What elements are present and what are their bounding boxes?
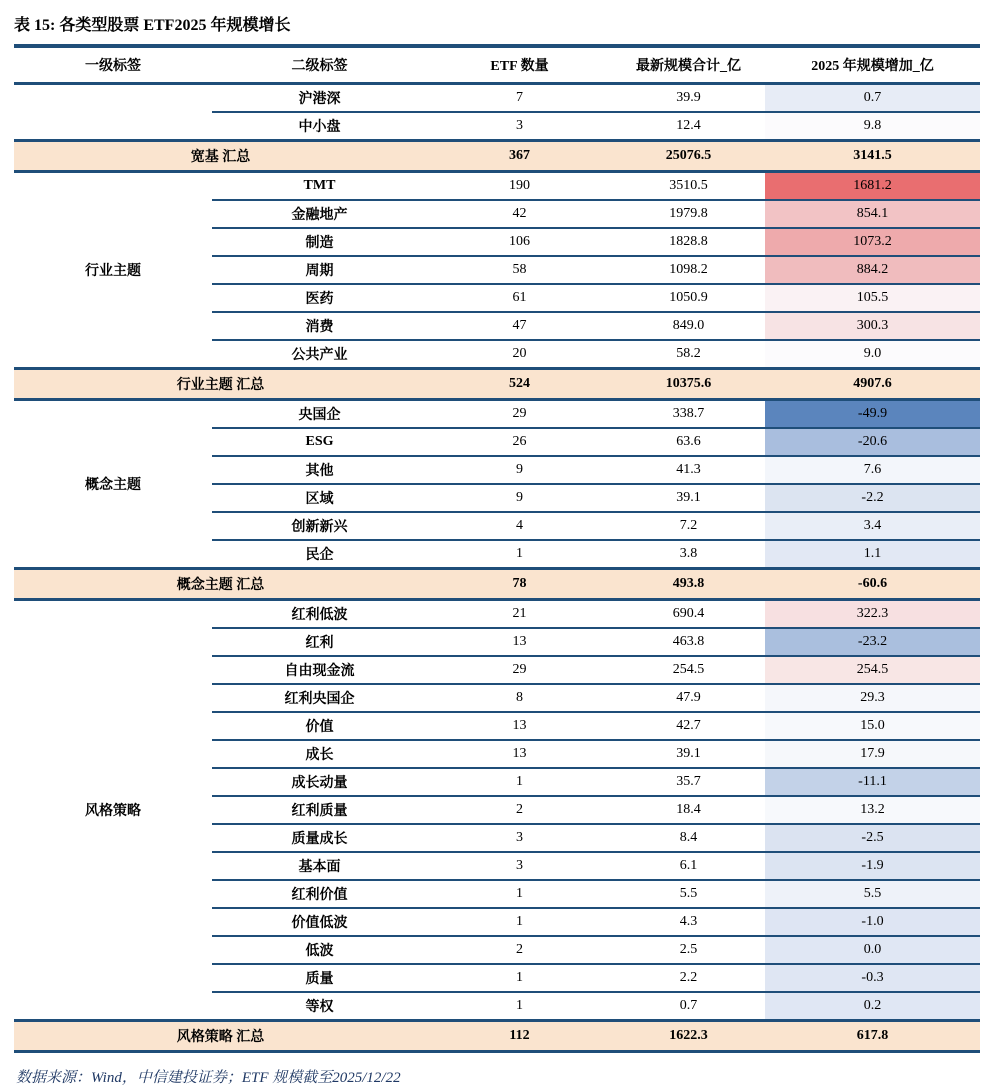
category-cell: 成长动量: [212, 768, 427, 796]
etf-count-cell: 26: [427, 428, 612, 456]
etf-count-cell: 29: [427, 400, 612, 429]
scale-change-cell: 9.0: [765, 340, 980, 369]
etf-count-cell: 1: [427, 964, 612, 992]
scale-change-cell: 9.8: [765, 112, 980, 141]
table-title: 表 15: 各类型股票 ETF2025 年规模增长: [14, 17, 291, 34]
total-scale-cell: 41.3: [612, 456, 765, 484]
summary-scale-change-cell: 4907.6: [765, 369, 980, 400]
scale-change-cell: -11.1: [765, 768, 980, 796]
category-cell: 其他: [212, 456, 427, 484]
category-cell: 央国企: [212, 400, 427, 429]
etf-count-cell: 1: [427, 880, 612, 908]
scale-change-cell: 0.2: [765, 992, 980, 1021]
total-scale-cell: 47.9: [612, 684, 765, 712]
total-scale-cell: 12.4: [612, 112, 765, 141]
etf-count-cell: 1: [427, 908, 612, 936]
etf-count-cell: 2: [427, 796, 612, 824]
total-scale-cell: 5.5: [612, 880, 765, 908]
table-body: [14, 84, 980, 1052]
summary-total-scale-cell: 493.8: [612, 569, 765, 600]
scale-change-cell: -1.9: [765, 852, 980, 880]
etf-count-cell: 9: [427, 484, 612, 512]
category-cell: ESG: [212, 428, 427, 456]
total-scale-cell: 3.8: [612, 540, 765, 569]
summary-etf-count-cell: 524: [427, 369, 612, 400]
category-cell: 低波: [212, 936, 427, 964]
summary-row: [14, 141, 980, 172]
scale-change-cell: 7.6: [765, 456, 980, 484]
col-header-2025-change: 2025 年规模增加_亿: [765, 46, 980, 84]
summary-etf-count-cell: 367: [427, 141, 612, 172]
category-cell: 金融地产: [212, 200, 427, 228]
category-cell: 周期: [212, 256, 427, 284]
summary-scale-change-cell: 617.8: [765, 1021, 980, 1052]
etf-count-cell: 58: [427, 256, 612, 284]
etf-count-cell: 190: [427, 172, 612, 201]
summary-total-scale-cell: 25076.5: [612, 141, 765, 172]
table-row: [14, 400, 980, 429]
summary-label-cell: 风格策略 汇总: [14, 1021, 427, 1052]
category-cell: 质量成长: [212, 824, 427, 852]
total-scale-cell: 39.1: [612, 484, 765, 512]
total-scale-cell: 0.7: [612, 992, 765, 1021]
col-header-level1-label: 一级标签: [14, 46, 212, 84]
total-scale-cell: 2.2: [612, 964, 765, 992]
summary-label-cell: 宽基 汇总: [14, 141, 427, 172]
scale-change-cell: -2.5: [765, 824, 980, 852]
etf-count-cell: 13: [427, 740, 612, 768]
scale-change-cell: 254.5: [765, 656, 980, 684]
scale-change-cell: 17.9: [765, 740, 980, 768]
category-cell: 医药: [212, 284, 427, 312]
etf-count-cell: 29: [427, 656, 612, 684]
total-scale-cell: 35.7: [612, 768, 765, 796]
category-cell: 公共产业: [212, 340, 427, 369]
scale-change-cell: 300.3: [765, 312, 980, 340]
scale-change-cell: -20.6: [765, 428, 980, 456]
etf-count-cell: 8: [427, 684, 612, 712]
total-scale-cell: 1098.2: [612, 256, 765, 284]
header-row: [14, 46, 980, 84]
summary-etf-count-cell: 78: [427, 569, 612, 600]
total-scale-cell: 39.1: [612, 740, 765, 768]
total-scale-cell: 2.5: [612, 936, 765, 964]
etf-count-cell: 4: [427, 512, 612, 540]
etf-count-cell: 106: [427, 228, 612, 256]
scale-change-cell: 0.0: [765, 936, 980, 964]
source-note: 数据来源：Wind，中信建投证券；ETF 规模截至2025/12/22: [16, 1070, 401, 1086]
scale-change-cell: 13.2: [765, 796, 980, 824]
category-cell: 等权: [212, 992, 427, 1021]
category-cell: 红利质量: [212, 796, 427, 824]
etf-count-cell: 20: [427, 340, 612, 369]
group-label-cell: 风格策略: [14, 600, 212, 1021]
category-cell: 红利价值: [212, 880, 427, 908]
col-header-latest-scale: 最新规模合计_亿: [612, 46, 765, 84]
scale-change-cell: -1.0: [765, 908, 980, 936]
summary-label-cell: 行业主题 汇总: [14, 369, 427, 400]
total-scale-cell: 1979.8: [612, 200, 765, 228]
category-cell: 成长: [212, 740, 427, 768]
scale-change-cell: -0.3: [765, 964, 980, 992]
etf-count-cell: 1: [427, 540, 612, 569]
table-row: [14, 172, 980, 201]
etf-count-cell: 2: [427, 936, 612, 964]
scale-change-cell: 15.0: [765, 712, 980, 740]
category-cell: 红利央国企: [212, 684, 427, 712]
total-scale-cell: 3510.5: [612, 172, 765, 201]
category-cell: 质量: [212, 964, 427, 992]
etf-count-cell: 3: [427, 112, 612, 141]
etf-count-cell: 9: [427, 456, 612, 484]
summary-scale-change-cell: -60.6: [765, 569, 980, 600]
category-cell: 基本面: [212, 852, 427, 880]
summary-total-scale-cell: 10375.6: [612, 369, 765, 400]
total-scale-cell: 39.9: [612, 84, 765, 113]
etf-count-cell: 1: [427, 768, 612, 796]
category-cell: 红利低波: [212, 600, 427, 629]
etf-count-cell: 42: [427, 200, 612, 228]
etf-growth-table: [14, 44, 980, 1053]
summary-etf-count-cell: 112: [427, 1021, 612, 1052]
category-cell: TMT: [212, 172, 427, 201]
scale-change-cell: -2.2: [765, 484, 980, 512]
total-scale-cell: 849.0: [612, 312, 765, 340]
total-scale-cell: 58.2: [612, 340, 765, 369]
category-cell: 中小盘: [212, 112, 427, 141]
category-cell: 区域: [212, 484, 427, 512]
scale-change-cell: 0.7: [765, 84, 980, 113]
summary-row: [14, 569, 980, 600]
category-cell: 消费: [212, 312, 427, 340]
category-cell: 沪港深: [212, 84, 427, 113]
category-cell: 制造: [212, 228, 427, 256]
category-cell: 民企: [212, 540, 427, 569]
total-scale-cell: 254.5: [612, 656, 765, 684]
scale-change-cell: 322.3: [765, 600, 980, 629]
scale-change-cell: 1681.2: [765, 172, 980, 201]
group-label-cell: 行业主题: [14, 172, 212, 369]
scale-change-cell: 3.4: [765, 512, 980, 540]
total-scale-cell: 63.6: [612, 428, 765, 456]
etf-count-cell: 47: [427, 312, 612, 340]
scale-change-cell: 854.1: [765, 200, 980, 228]
scale-change-cell: 29.3: [765, 684, 980, 712]
table-row: [14, 84, 980, 113]
total-scale-cell: 7.2: [612, 512, 765, 540]
etf-count-cell: 21: [427, 600, 612, 629]
category-cell: 创新新兴: [212, 512, 427, 540]
total-scale-cell: 1828.8: [612, 228, 765, 256]
category-cell: 价值: [212, 712, 427, 740]
scale-change-cell: -23.2: [765, 628, 980, 656]
scale-change-cell: 5.5: [765, 880, 980, 908]
scale-change-cell: 884.2: [765, 256, 980, 284]
scale-change-cell: 105.5: [765, 284, 980, 312]
summary-label-cell: 概念主题 汇总: [14, 569, 427, 600]
etf-count-cell: 3: [427, 852, 612, 880]
etf-count-cell: 13: [427, 628, 612, 656]
group-label-cell: [14, 84, 212, 141]
total-scale-cell: 463.8: [612, 628, 765, 656]
scale-change-cell: -49.9: [765, 400, 980, 429]
summary-row: [14, 369, 980, 400]
etf-count-cell: 3: [427, 824, 612, 852]
col-header-level2-label: 二级标签: [212, 46, 427, 84]
total-scale-cell: 18.4: [612, 796, 765, 824]
etf-count-cell: 7: [427, 84, 612, 113]
category-cell: 红利: [212, 628, 427, 656]
category-cell: 自由现金流: [212, 656, 427, 684]
summary-total-scale-cell: 1622.3: [612, 1021, 765, 1052]
group-label-cell: 概念主题: [14, 400, 212, 569]
total-scale-cell: 338.7: [612, 400, 765, 429]
table-row: [14, 600, 980, 629]
total-scale-cell: 8.4: [612, 824, 765, 852]
summary-row: [14, 1021, 980, 1052]
etf-count-cell: 13: [427, 712, 612, 740]
total-scale-cell: 4.3: [612, 908, 765, 936]
category-cell: 价值低波: [212, 908, 427, 936]
etf-count-cell: 1: [427, 992, 612, 1021]
total-scale-cell: 42.7: [612, 712, 765, 740]
etf-count-cell: 61: [427, 284, 612, 312]
total-scale-cell: 6.1: [612, 852, 765, 880]
total-scale-cell: 1050.9: [612, 284, 765, 312]
total-scale-cell: 690.4: [612, 600, 765, 629]
col-header-etf-count: ETF 数量: [427, 46, 612, 84]
scale-change-cell: 1.1: [765, 540, 980, 569]
summary-scale-change-cell: 3141.5: [765, 141, 980, 172]
scale-change-cell: 1073.2: [765, 228, 980, 256]
